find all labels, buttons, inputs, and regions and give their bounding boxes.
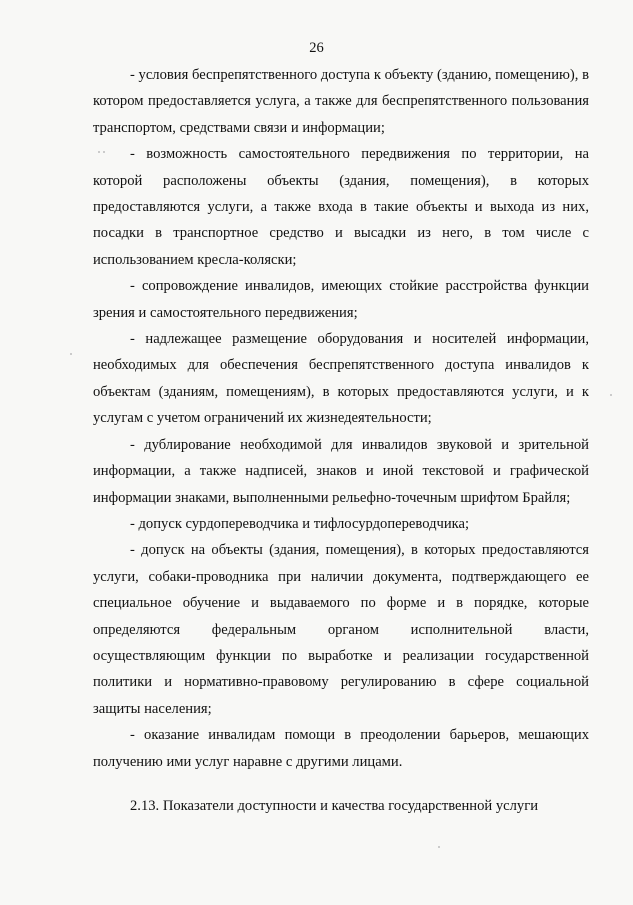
scan-speck — [98, 151, 100, 153]
scan-speck — [103, 151, 105, 153]
scan-speck — [438, 846, 440, 848]
document-body — [93, 62, 589, 775]
page-number: 26 — [309, 40, 324, 56]
scan-speck — [610, 394, 612, 396]
paragraph-barrier-assistance: - оказание инвалидам помощи в преодолении барьеров, мешающих получению ими услуг наравне с другими лицами. — [93, 727, 589, 770]
paragraph-guide-dog: - допуск на объекты (здания, помещения), в которых предоставляются услуги, собаки-проводника при наличии документа, подтверждающего ее специальное обучение и выдаваемого по форме и в порядке, которые определяются федеральным органом исполнительной власти, осуществляющим функции по выработке и реализации государственной политики и нормативно-правовому регулированию в сфере социальной защиты населения; — [93, 542, 589, 717]
section-heading: 2.13. Показатели доступности и качества государственной услуги — [130, 798, 539, 814]
paragraph-accessibility-conditions: - условия беспрепятственного доступа к объекту (зданию, помещению), в котором предоставляется услуга, а также для беспрепятственного пользования транспортом, средствами связи и информации; — [93, 67, 589, 136]
paragraph-independent-movement: - возможность самостоятельного передвижения по территории, на которой расположены объекты (здания, помещения), в которых предоставляются услуги, а также входа в такие объекты и выхода из них, посадки в транспортное средство и высадки из него, в том числе с использованием кресла-коляски; — [93, 146, 589, 268]
paragraph-equipment-placement: - надлежащее размещение оборудования и носителей информации, необходимых для обеспечения беспрепятственного доступа инвалидов к объектам (зданиям, помещениям), в которых предоставляются услуги, и к услугам с учетом ограничений их жизнедеятельности; — [93, 331, 589, 427]
scan-speck — [70, 353, 72, 355]
paragraph-escort-disabled: - сопровождение инвалидов, имеющих стойкие расстройства функции зрения и самостоятельного передвижения; — [93, 278, 589, 321]
paragraph-sign-interpreter: - допуск сурдопереводчика и тифлосурдопереводчика; — [130, 515, 470, 532]
paragraph-information-duplication: - дублирование необходимой для инвалидов звуковой и зрительной информации, а также надписей, знаков и иной текстовой и графической информации знаками, выполненными рельефно-точечным шрифтом Брайля; — [93, 436, 589, 506]
